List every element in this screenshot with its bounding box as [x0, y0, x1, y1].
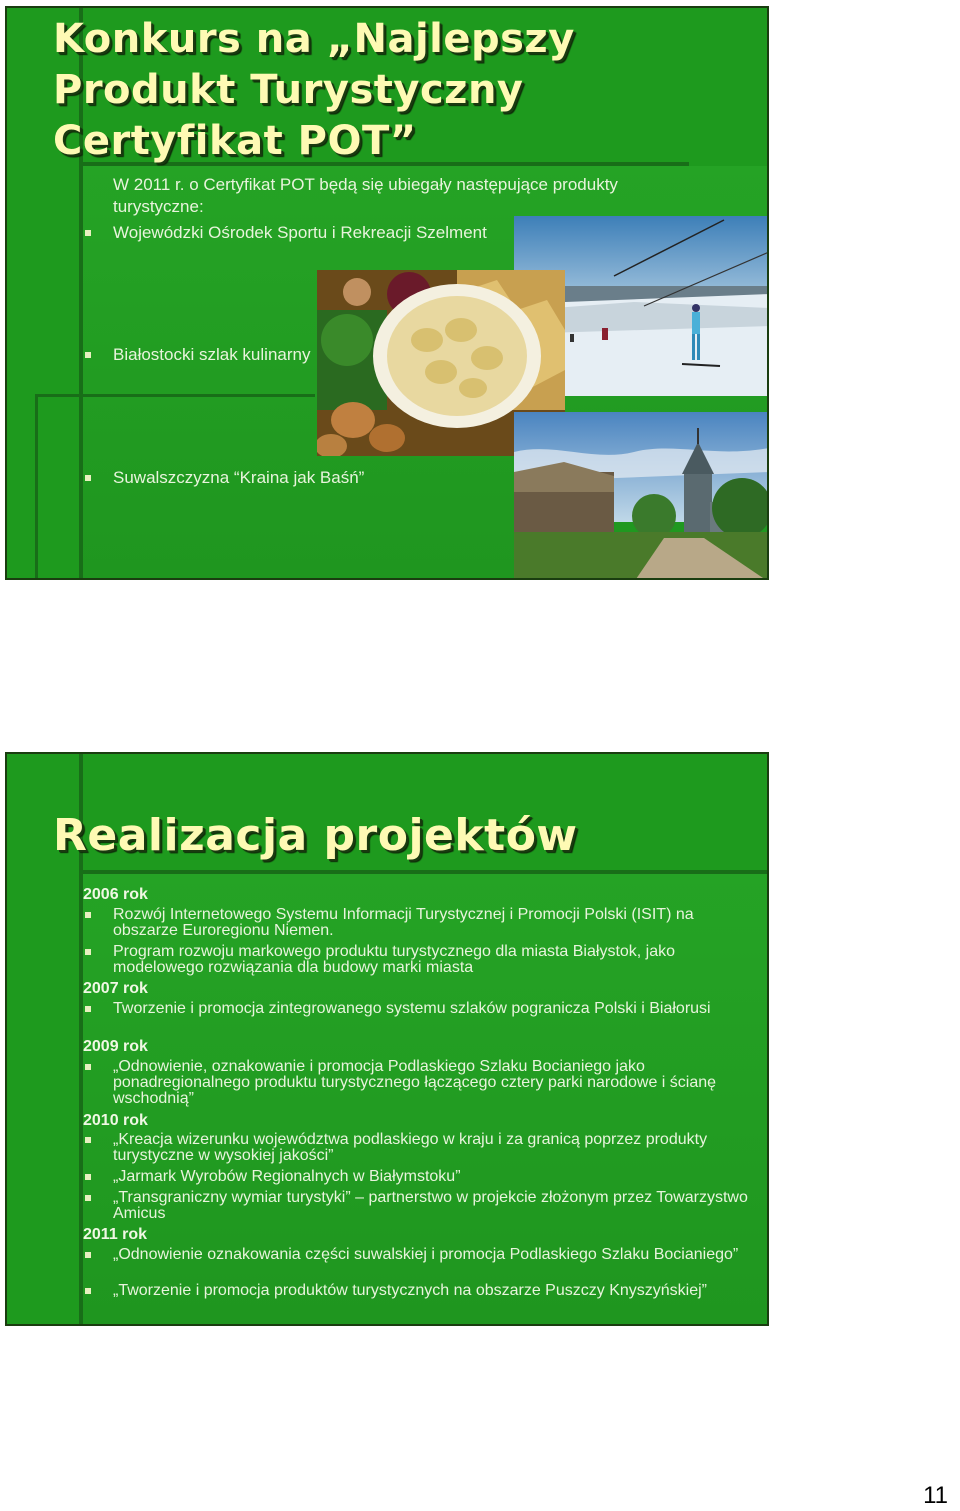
bullet-marker	[85, 1288, 91, 1294]
village-church-photo	[514, 412, 769, 580]
bullet-marker	[85, 1174, 91, 1180]
slide-1-intro: W 2011 r. o Certyfikat POT będą się ubiegały następujące produkty turystyczne:	[113, 175, 618, 216]
slide-1-title: Konkurs na „Najlepszy Produkt Turystyczny Certyfikat POT”	[53, 16, 575, 164]
bullet-marker	[85, 475, 91, 481]
bullet-marker	[85, 1137, 91, 1143]
slide-1	[5, 6, 769, 580]
item-2010-2: „Jarmark Wyrobów Regionalnych w Białymstoku”	[113, 1168, 461, 1185]
bullet-marker	[85, 949, 91, 955]
slide-2-horizontal-rule	[79, 870, 769, 874]
year-heading-2006: 2006 rok	[83, 886, 148, 903]
slide-1-item-2: Białostocki szlak kulinarny	[113, 345, 311, 364]
year-heading-2011: 2011 rok	[83, 1226, 148, 1243]
slide-1-accent-vertical	[35, 394, 38, 578]
item-2010-1: „Kreacja wizerunku województwa podlaskiego w kraju i za granicą poprzez produkty turystyczne w wysokiej jakości”	[113, 1131, 708, 1164]
year-heading-2009: 2009 rok	[83, 1038, 148, 1055]
item-2006-2: Program rozwoju markowego produktu turystycznego dla miasta Białystok, jako modelowego rozwiązania dla budowy marki miasta	[113, 943, 676, 976]
item-2011-1: „Odnowienie oznakowania części suwalskiej i promocja Podlaskiego Szlaku Bocianiego”	[113, 1246, 739, 1263]
slide-1-item-3: Suwalszczyzna “Kraina jak Baśń”	[113, 468, 365, 487]
slide-2	[5, 752, 769, 1326]
item-2007-1: Tworzenie i promocja zintegrowanego systemu szlaków pogranicza Polski i Białorusi	[113, 1000, 711, 1017]
item-2009-1: „Odnowienie, oznakowanie i promocja Podlaskiego Szlaku Bocianiego jako ponadregionalnego produktu turystycznego łączącego cztery parki narodowe i ścianę wschodnią”	[113, 1058, 717, 1107]
item-2010-3: „Transgraniczny wymiar turystyki” – partnerstwo w projekcie złożonym przez Towarzystwo Amicus	[113, 1189, 748, 1222]
bullet-marker	[85, 1064, 91, 1070]
slide-1-item-1: Wojewódzki Ośrodek Sportu i Rekreacji Szelment	[113, 223, 487, 242]
bullet-marker	[85, 352, 91, 358]
slide-1-accent-rule	[35, 394, 315, 397]
year-heading-2010: 2010 rok	[83, 1112, 148, 1129]
bullet-marker	[85, 230, 91, 236]
bullet-marker	[85, 1252, 91, 1258]
item-2011-2: „Tworzenie i promocja produktów turystycznych na obszarze Puszczy Knyszyńskiej”	[113, 1282, 707, 1299]
slide-2-title: Realizacja projektów	[53, 810, 578, 861]
page-number: 11	[923, 1482, 948, 1509]
year-heading-2007: 2007 rok	[83, 980, 148, 997]
bullet-marker	[85, 1006, 91, 1012]
bullet-marker	[85, 1195, 91, 1201]
bullet-marker	[85, 912, 91, 918]
item-2006-1: Rozwój Internetowego Systemu Informacji Turystycznej i Promocji Polski (ISIT) na obszarze Euroregionu Niemen.	[113, 906, 694, 939]
